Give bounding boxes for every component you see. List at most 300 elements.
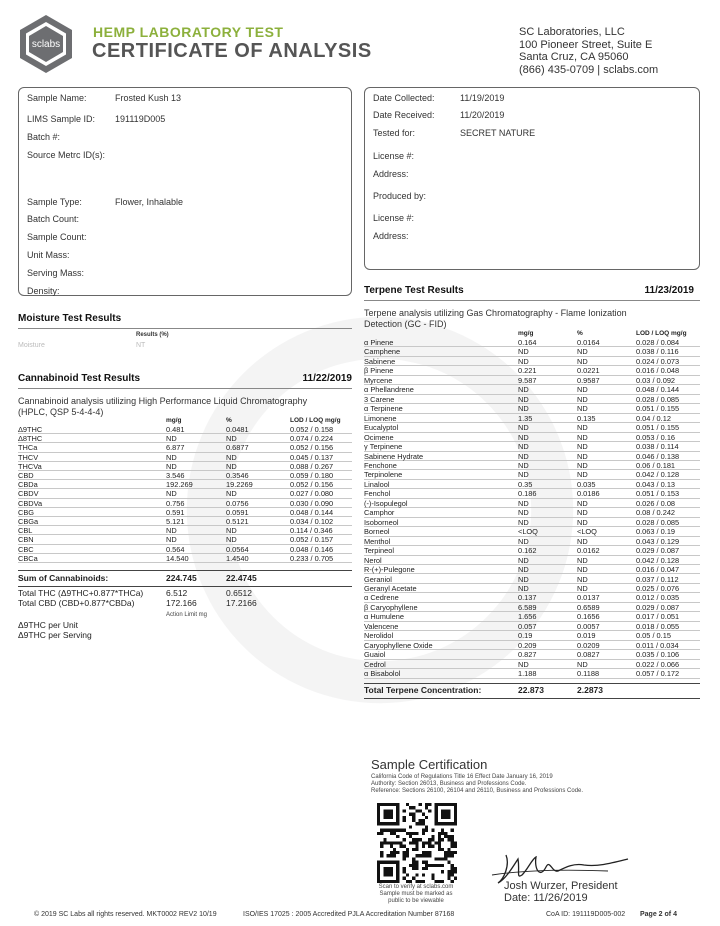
value-lod-loq: 0.063 / 0.19 [636,527,676,537]
value-lod-loq: 0.029 / 0.087 [636,546,680,556]
label: Tested for: [373,128,416,138]
divider [364,300,700,301]
table-row [364,357,700,366]
value-pct: ND [577,555,588,565]
value-lod-loq: 0.016 / 0.047 [636,565,680,575]
value-mgg: 0.35 [518,479,533,489]
value-pct: 0.135 [577,413,596,423]
value-pct: 0.035 [577,479,596,489]
analyte-name: CBN [18,535,34,545]
label: Sample Name: [27,93,87,103]
value-mgg: ND [518,565,529,575]
value-pct: 1.4540 [226,553,249,563]
value-pct: 0.0481 [226,425,249,434]
svg-text:sclabs: sclabs [31,39,61,50]
value-pct: ND [226,461,237,471]
signature-date: Date: 11/26/2019 [504,892,588,904]
value-mgg: 0.564 [166,544,185,554]
table-row [18,508,352,517]
analyte-name: Menthol [364,536,391,546]
value-mgg: 0.827 [518,650,537,660]
value-mgg: 6.877 [166,443,185,453]
signer-name: Josh Wurzer, President [504,880,618,892]
certification-title: Sample Certification [371,757,488,772]
value-pct: ND [577,423,588,433]
signer-block [504,880,618,904]
value-mgg: 14.540 [166,553,189,563]
table-row [364,442,700,451]
value-lod-loq: 0.048 / 0.144 [290,507,334,517]
table-row [18,517,352,526]
table-row [364,480,700,489]
analyte-name: Borneol [364,527,390,537]
date-received: 11/20/2019 [460,110,505,120]
value-lod-loq: 0.034 / 0.102 [290,517,334,526]
value-lod-loq: 0.114 / 0.346 [290,526,333,536]
value-pct: 0.019 [577,631,596,641]
value-lod-loq: 0.037 / 0.112 [636,574,679,584]
table-row [364,404,700,413]
table-row [364,461,700,470]
analyte-name: Myrcene [364,375,393,385]
analyte-name: Isoborneol [364,517,399,527]
value-mgg: ND [166,535,177,545]
table-row [364,546,700,555]
terpene-title: Terpene Test Results [364,285,464,296]
value-pct: ND [577,442,588,452]
certification-text [371,774,583,796]
value-lod-loq: 0.08 / 0.242 [636,508,676,518]
value-lod-loq: 0.012 / 0.035 [636,593,680,603]
value-lod-loq: 0.051 / 0.155 [636,423,680,433]
value-mgg: ND [518,574,529,584]
value-lod-loq: 0.043 / 0.13 [636,479,676,489]
analyte-name: Sabinene [364,356,396,366]
value-mgg: <LOQ [518,527,538,537]
qr-code-icon[interactable] [377,803,457,883]
divider [18,388,352,389]
label: License #: [373,151,415,161]
col-header-mgg: mg/g [518,330,534,337]
sum-label: Sum of Cannabinoids: [18,573,109,583]
terpene-date: 11/23/2019 [644,285,694,296]
value-pct: ND [577,517,588,527]
tested-for: SECRET NATURE [460,128,536,138]
value-lod-loq: 0.027 / 0.080 [290,489,334,499]
value-pct: ND [226,526,237,536]
value-pct: ND [577,432,588,442]
value-lod-loq: 0.042 / 0.128 [636,555,680,565]
label: Batch #: [27,132,61,142]
value-mgg: 192.269 [166,480,193,490]
analyte-name: CBL [18,526,33,536]
value-mgg: 0.162 [518,546,537,556]
value-lod-loq: 0.030 / 0.090 [290,498,334,508]
analyte-name: THCV [18,452,39,462]
table-row [18,499,352,508]
footer-copyright: © 2019 SC Labs all rights reserved. MKT0002 REV2 10/19 [34,911,217,918]
value-mgg: 6.589 [518,602,537,612]
value-pct: 0.9587 [577,375,600,385]
analyte-name: α Cedrene [364,593,399,603]
value-lod-loq: 0.022 / 0.066 [636,659,680,669]
value-lod-loq: 0.035 / 0.106 [636,650,680,660]
value-mgg: 0.164 [518,338,537,347]
table-row [18,471,352,480]
value-lod-loq: 0.052 / 0.156 [290,443,334,453]
cannabinoid-table [18,417,352,567]
value-pct: ND [577,404,588,414]
table-row [364,593,700,602]
value-lod-loq: 0.052 / 0.156 [290,480,334,490]
value-pct: 0.0209 [577,640,600,650]
table-row [364,575,700,584]
value-mgg: 0.756 [166,498,185,508]
analyte-name: Fenchol [364,489,391,499]
value-lod-loq: 0.051 / 0.153 [636,489,680,499]
divider [18,586,352,587]
analyte-name: CBGa [18,517,39,526]
caption-line: public to be viewable [388,898,444,904]
caption-line: Scan to verify at sclabs.com [378,884,454,890]
label: Produced by: [373,191,427,201]
table-row [364,395,700,404]
value-mgg: 9.587 [518,375,537,385]
table-row [364,603,700,612]
table-row [364,622,700,631]
value-lod-loq: 0.025 / 0.076 [636,583,680,593]
analyte-name: THCa [18,443,38,453]
per-serving-label: Δ9THC per Serving [18,630,92,640]
label: Address: [373,231,409,241]
analyte-name: CBCa [18,553,38,563]
value-pct: 0.0591 [226,507,249,517]
table-row [18,453,352,462]
table-row [364,660,700,669]
sum-cannabinoids-row [18,573,352,585]
value-mgg: ND [518,555,529,565]
value-lod-loq: 0.059 / 0.180 [290,471,334,480]
analyte-name: Geranyl Acetate [364,583,417,593]
table-row [364,641,700,650]
caption-line: Sample must be marked as [379,891,453,897]
desc-line: Cannabinoid analysis utilizing High Performance Liquid Chromatography [18,396,308,406]
table-row [364,584,700,593]
value-pct: ND [577,565,588,575]
table-row [364,612,700,621]
cert-line: Reference: Sections 26100, 26104 and 26110, Business and Professions Code. [371,788,584,795]
table-row [18,526,352,535]
lab-name: SC Laboratories, LLC [519,26,625,38]
value-mgg: ND [166,526,177,536]
value-pct: 0.5121 [226,517,249,526]
value-pct: 0.0221 [577,366,600,376]
lab-contact: (866) 435-0709 | sclabs.com [519,63,659,76]
value-mgg: 0.209 [518,640,537,650]
cannabinoid-description [18,396,307,418]
value-lod-loq: 0.026 / 0.08 [636,498,676,508]
value-lod-loq: 0.03 / 0.092 [636,375,676,385]
table-row [364,347,700,356]
label: Serving Mass: [27,268,85,278]
value-pct: 0.0162 [577,546,600,556]
moisture-title: Moisture Test Results [18,313,122,324]
value-pct: 0.0057 [577,621,600,631]
cert-line: California Code of Regulations Title 16 Effect Date January 16, 2019 [371,774,553,780]
value-lod-loq: 0.038 / 0.116 [636,347,679,357]
sum-mg: 224.745 [166,573,197,583]
table-row [364,565,700,574]
value-pct: ND [577,470,588,480]
total-cbd-row [18,598,352,609]
label: Unit Mass: [27,250,70,260]
analyte-name: α Bisabolol [364,669,401,679]
table-row [364,452,700,461]
moisture-label: Moisture [18,342,45,349]
table-row [364,537,700,546]
total-cbd-mg: 172.166 [166,598,197,608]
table-row [364,470,700,479]
value-lod-loq: 0.016 / 0.048 [636,366,680,376]
value-lod-loq: 0.06 / 0.181 [636,460,676,470]
col-header-pct: % [226,417,232,424]
table-row [364,518,700,527]
value-mgg: 0.137 [518,593,537,603]
table-row [364,499,700,508]
value-pct: ND [577,356,588,366]
value-pct: ND [577,394,588,404]
label: Batch Count: [27,214,80,224]
date-collected: 11/19/2019 [460,93,505,103]
table-row [364,650,700,659]
value-mgg: ND [518,470,529,480]
value-mgg: 3.546 [166,471,185,480]
value-pct: ND [577,508,588,518]
value-mgg: ND [166,452,177,462]
footer-coa-id: CoA ID: 191119D005-002 [546,911,626,918]
table-row [18,480,352,489]
analyte-name: α Pinene [364,338,394,347]
analyte-name: Cedrol [364,659,386,669]
table-row [364,527,700,536]
value-mgg: ND [518,423,529,433]
label: License #: [373,213,415,223]
value-lod-loq: 0.04 / 0.12 [636,413,671,423]
value-lod-loq: 0.011 / 0.034 [636,640,679,650]
value-pct: 0.0137 [577,593,600,603]
analyte-name: Caryophyllene Oxide [364,640,433,650]
table-row [364,338,700,347]
action-limit-header: Action Limit mg [166,612,208,618]
value-mgg: ND [518,536,529,546]
value-lod-loq: 0.028 / 0.085 [636,517,680,527]
value-pct: 0.6877 [226,443,249,453]
analyte-name: CBDV [18,489,39,499]
value-pct: 0.0186 [577,489,600,499]
value-lod-loq: 0.052 / 0.158 [290,425,334,434]
value-lod-loq: 0.057 / 0.172 [636,669,680,679]
value-pct: ND [577,498,588,508]
analyte-name: R-(+)-Pulegone [364,565,415,575]
value-mgg: ND [518,460,529,470]
value-pct: 0.0756 [226,498,249,508]
analyte-name: (-)-Isopulegol [364,498,408,508]
value-lod-loq: 0.045 / 0.137 [290,452,334,462]
value-mgg: 0.186 [518,489,537,499]
lab-city: Santa Cruz, CA 95060 [519,51,629,63]
value-mgg: ND [166,434,177,444]
cannabinoid-title: Cannabinoid Test Results [18,373,141,384]
value-lod-loq: 0.028 / 0.084 [636,338,680,347]
terpene-table [364,330,700,680]
cannabinoid-date: 11/22/2019 [302,373,352,384]
value-pct: 0.1656 [577,612,600,622]
value-pct: ND [577,347,588,357]
value-pct: ND [577,659,588,669]
sample-type: Flower, Inhalable [115,197,184,207]
table-row [364,385,700,394]
value-lod-loq: 0.233 / 0.705 [290,553,334,563]
analyte-name: THCVa [18,461,42,471]
table-row [18,462,352,471]
total-thc-mg: 6.512 [166,588,188,598]
desc-line: (HPLC, QSP 5-4-4-4) [18,407,104,417]
col-header-mgg: mg/g [166,417,182,424]
value-pct: 0.0827 [577,650,600,660]
value-lod-loq: 0.024 / 0.073 [636,356,680,366]
value-mgg: ND [518,442,529,452]
analyte-name: Limonene [364,413,397,423]
label: Sample Type: [27,197,82,207]
value-mgg: ND [518,451,529,461]
total-cbd-label: Total CBD (CBD+0.877*CBDa) [18,598,135,608]
label: Date Received: [373,110,435,120]
analyte-name: α Terpinene [364,404,403,414]
col-header-lod: LOD / LOQ mg/g [636,330,687,337]
label: Density: [27,286,60,296]
analyte-name: α Humulene [364,612,405,622]
total-cbd-pct: 17.2166 [226,598,257,608]
table-row [18,545,352,554]
analyte-name: Geraniol [364,574,392,584]
value-lod-loq: 0.048 / 0.144 [636,385,680,395]
value-pct: ND [577,574,588,584]
analyte-name: Ocimene [364,432,394,442]
value-pct: 19.2269 [226,480,253,490]
value-pct: ND [577,583,588,593]
value-pct: ND [226,489,237,499]
cert-line: Authority: Section 26013, Business and Professions Code. [371,781,527,788]
value-lod-loq: 0.046 / 0.138 [636,451,680,461]
value-mgg: ND [518,404,529,414]
value-lod-loq: 0.051 / 0.155 [636,404,680,414]
value-lod-loq: 0.038 / 0.114 [636,442,679,452]
footer-page-number: Page 2 of 4 [640,911,677,918]
table-row [364,414,700,423]
value-pct: ND [226,452,237,462]
label: Date Collected: [373,93,435,103]
value-pct: <LOQ [577,527,597,537]
value-mgg: ND [518,659,529,669]
value-pct: ND [226,535,237,545]
qr-caption [366,884,466,905]
table-row [364,423,700,432]
moisture-value: NT [136,342,146,349]
analyte-name: Valencene [364,621,399,631]
value-pct: ND [226,434,237,444]
lab-info [519,26,658,76]
table-row [18,554,352,563]
value-mgg: 1.35 [518,413,533,423]
value-pct: 0.0564 [226,544,249,554]
value-pct: 0.1188 [577,669,600,679]
value-lod-loq: 0.053 / 0.16 [636,432,676,442]
table-row [18,434,352,443]
value-lod-loq: 0.048 / 0.146 [290,544,334,554]
total-terpene-pct: 2.2873 [577,685,603,695]
desc-line: Terpene analysis utilizing Gas Chromatography - Flame Ionization [364,308,627,318]
value-mgg: ND [166,489,177,499]
table-row [364,489,700,498]
analyte-name: Guaiol [364,650,386,660]
table-row [18,535,352,544]
value-lod-loq: 0.042 / 0.128 [636,470,680,480]
divider [18,570,352,571]
analyte-name: CBDVa [18,498,43,508]
analyte-name: 3 Carene [364,394,395,404]
analyte-name: Nerolidol [364,631,394,641]
analyte-name: Nerol [364,555,382,565]
value-lod-loq: 0.05 / 0.15 [636,631,671,641]
sclabs-logo-icon [18,14,74,74]
table-row [364,631,700,640]
value-pct: ND [577,385,588,395]
value-mgg: ND [518,394,529,404]
value-lod-loq: 0.043 / 0.129 [636,536,680,546]
table-row [18,425,352,434]
total-thc-pct: 0.6512 [226,588,252,598]
analyte-name: γ Terpinene [364,442,403,452]
analyte-name: β Pinene [364,366,394,376]
desc-line: Detection (GC - FID) [364,319,447,329]
value-pct: 0.3546 [226,471,249,480]
table-row [364,669,700,678]
value-pct: ND [577,451,588,461]
total-terpene-label: Total Terpene Concentration: [364,685,482,695]
terpene-description [364,308,627,330]
analyte-name: Terpinolene [364,470,403,480]
value-mgg: ND [518,432,529,442]
table-row [18,489,352,498]
value-lod-loq: 0.074 / 0.224 [290,434,334,444]
analyte-name: Sabinene Hydrate [364,451,424,461]
table-row [364,433,700,442]
value-mgg: 5.121 [166,517,185,526]
analyte-name: Camphene [364,347,401,357]
value-mgg: 0.591 [166,507,185,517]
label: LIMS Sample ID: [27,114,96,124]
value-lod-loq: 0.052 / 0.157 [290,535,334,545]
value-pct: 0.6589 [577,602,600,612]
divider [18,328,352,329]
value-mgg: 0.057 [518,621,537,631]
value-mgg: ND [518,508,529,518]
analyte-name: Linalool [364,479,390,489]
value-lod-loq: 0.029 / 0.087 [636,602,680,612]
header-subtitle: HEMP LABORATORY TEST [93,24,284,40]
value-mgg: ND [518,517,529,527]
table-row [364,366,700,375]
